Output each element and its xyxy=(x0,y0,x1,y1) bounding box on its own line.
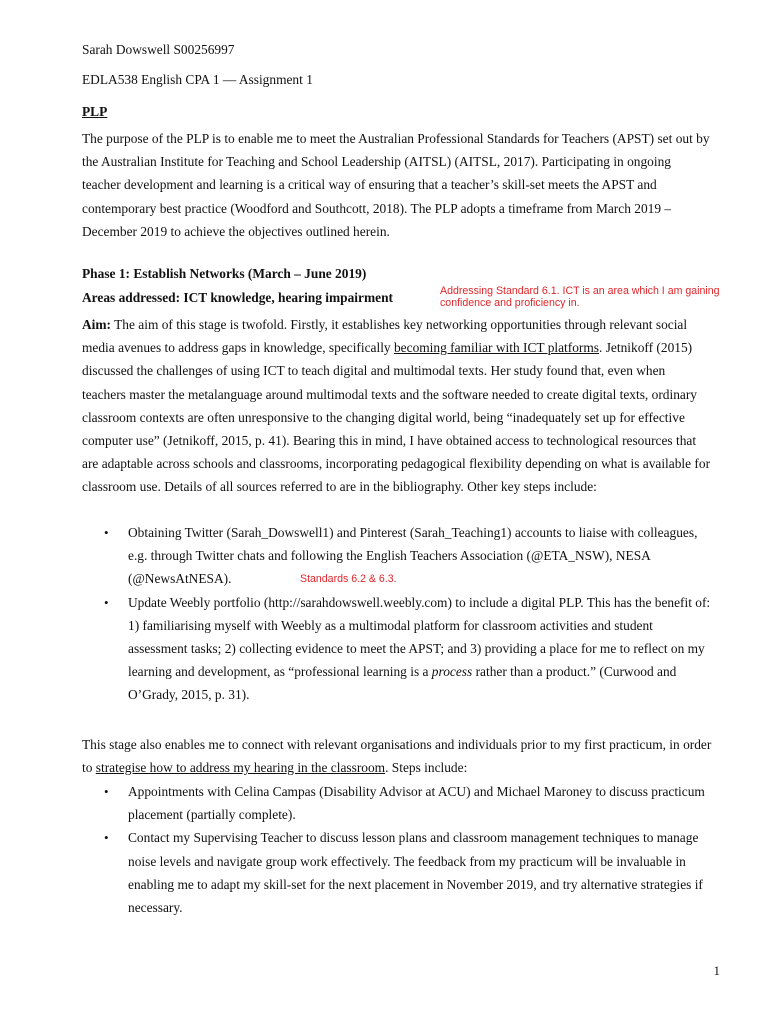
bullet-text-b: rather than a product.” (Curwood and O’Grady, 2015, p. 31). xyxy=(128,664,677,703)
bullet-text-a: Update Weebly portfolio (http://sarahdowswell.weebly.com) to include a digital PLP. This has the benefit of: 1) familiarising myself with Weebly as a multimodal platform for classroom activities and student assessment tasks; 2) collecting evidence to meet the APST; and 3) providing a place for me to reflect on my learning and development, as “professional learning is a xyxy=(128,594,711,680)
comment-standard-6-1: Addressing Standard 6.1. ICT is an area which I am gaining confidence and proficiency in. xyxy=(440,285,720,309)
plp-paragraph: The purpose of the PLP is to enable me to meet the Australian Professional Standards for Teachers (APST) set out by the Australian Institute for Teaching and School Leadership (AITSL) (AITSL, 2017). Participating in ongoing teacher development and learning is a critical way of ensuring that a teacher’s skill-set meets the APST and contemporary best practice (Woodford and Southcott, 2018). The PLP adopts a timeframe from March 2019 – December 2019 to achieve the objectives outlined herein. xyxy=(82,131,710,239)
bullet-text: Obtaining Twitter (Sarah_Dowswell1) and Pinterest (Sarah_Teaching1) accounts to liaise with colleagues, e.g. through Twitter chats and following the English Teachers Association (@ETA_NSW), NESA (@NewsAtNESA). xyxy=(128,525,698,587)
aim-text-1: The aim of this stage is twofold. Firstly, it establishes key networking opportunities through relevant social media avenues to address gaps in knowledge, specifically xyxy=(82,317,688,356)
bullet-glyph: • xyxy=(104,594,109,610)
author-line: Sarah Dowswell S00256997 xyxy=(82,42,235,57)
bullet-glyph: • xyxy=(104,525,109,540)
aim-label: Aim: xyxy=(82,317,112,332)
bullet-text-italic: process xyxy=(431,664,473,680)
list-item xyxy=(82,780,712,826)
course-line: EDLA538 English CPA 1 — Assignment 1 xyxy=(82,72,313,87)
phase1-heading: Phase 1: Establish Networks (March – June 2019) xyxy=(82,266,367,281)
stage-paragraph xyxy=(82,733,712,779)
list-item xyxy=(82,591,712,707)
comment-standards-6-2: Standards 6.2 & 6.3. xyxy=(300,573,397,585)
stage-text-1: This stage also enables me to connect with relevant organisations and individuals prior to my first practicum, in order to xyxy=(82,737,712,776)
plp-heading: PLP xyxy=(82,104,108,119)
stage-bullet-list xyxy=(82,780,712,919)
bullet-glyph: • xyxy=(104,784,109,799)
hearing-underline: strategise how to address my hearing in the classroom xyxy=(95,760,386,776)
bullet-glyph: • xyxy=(104,830,109,846)
page-number: 1 xyxy=(713,963,720,978)
bullet-text: Appointments with Celina Campas (Disability Advisor at ACU) and Michael Maroney to discuss practicum placement (partially complete). xyxy=(128,784,705,823)
list-item xyxy=(82,826,712,919)
stage-text-2: . Steps include: xyxy=(385,760,468,776)
phase1-bullet-list xyxy=(82,521,712,707)
aim-text-2: . Jetnikoff (2015) discussed the challenges of using ICT to teach digital and multimodal texts. Her study found that, even when teachers master the metalanguage around multimodal texts and the software needed to create digital texts, ordinary classroom contexts are often unresponsive to the changing digital world, being “inadequately set up for effective computer use” (Jetnikoff, 2015, p. 41). Bearing this in mind, I have obtained access to technological resources that are adaptable across schools and classrooms, incorporating pedagogical flexibility depending on what is available for classroom use. Details of all sources referred to are in the bibliography. Other key steps include: xyxy=(82,340,711,495)
ict-underline: becoming familiar with ICT platforms xyxy=(393,340,600,356)
areas-addressed: Areas addressed: ICT knowledge, hearing impairment xyxy=(82,290,393,305)
aim-paragraph xyxy=(82,313,712,499)
bullet-text: Contact my Supervising Teacher to discuss lesson plans and classroom management techniques to manage noise levels and navigate group work effectively. The feedback from my practicum will be invaluable in enabling me to adapt my skill-set for the next placement in November 2019, and try alternative strategies if necessary. xyxy=(128,830,703,916)
